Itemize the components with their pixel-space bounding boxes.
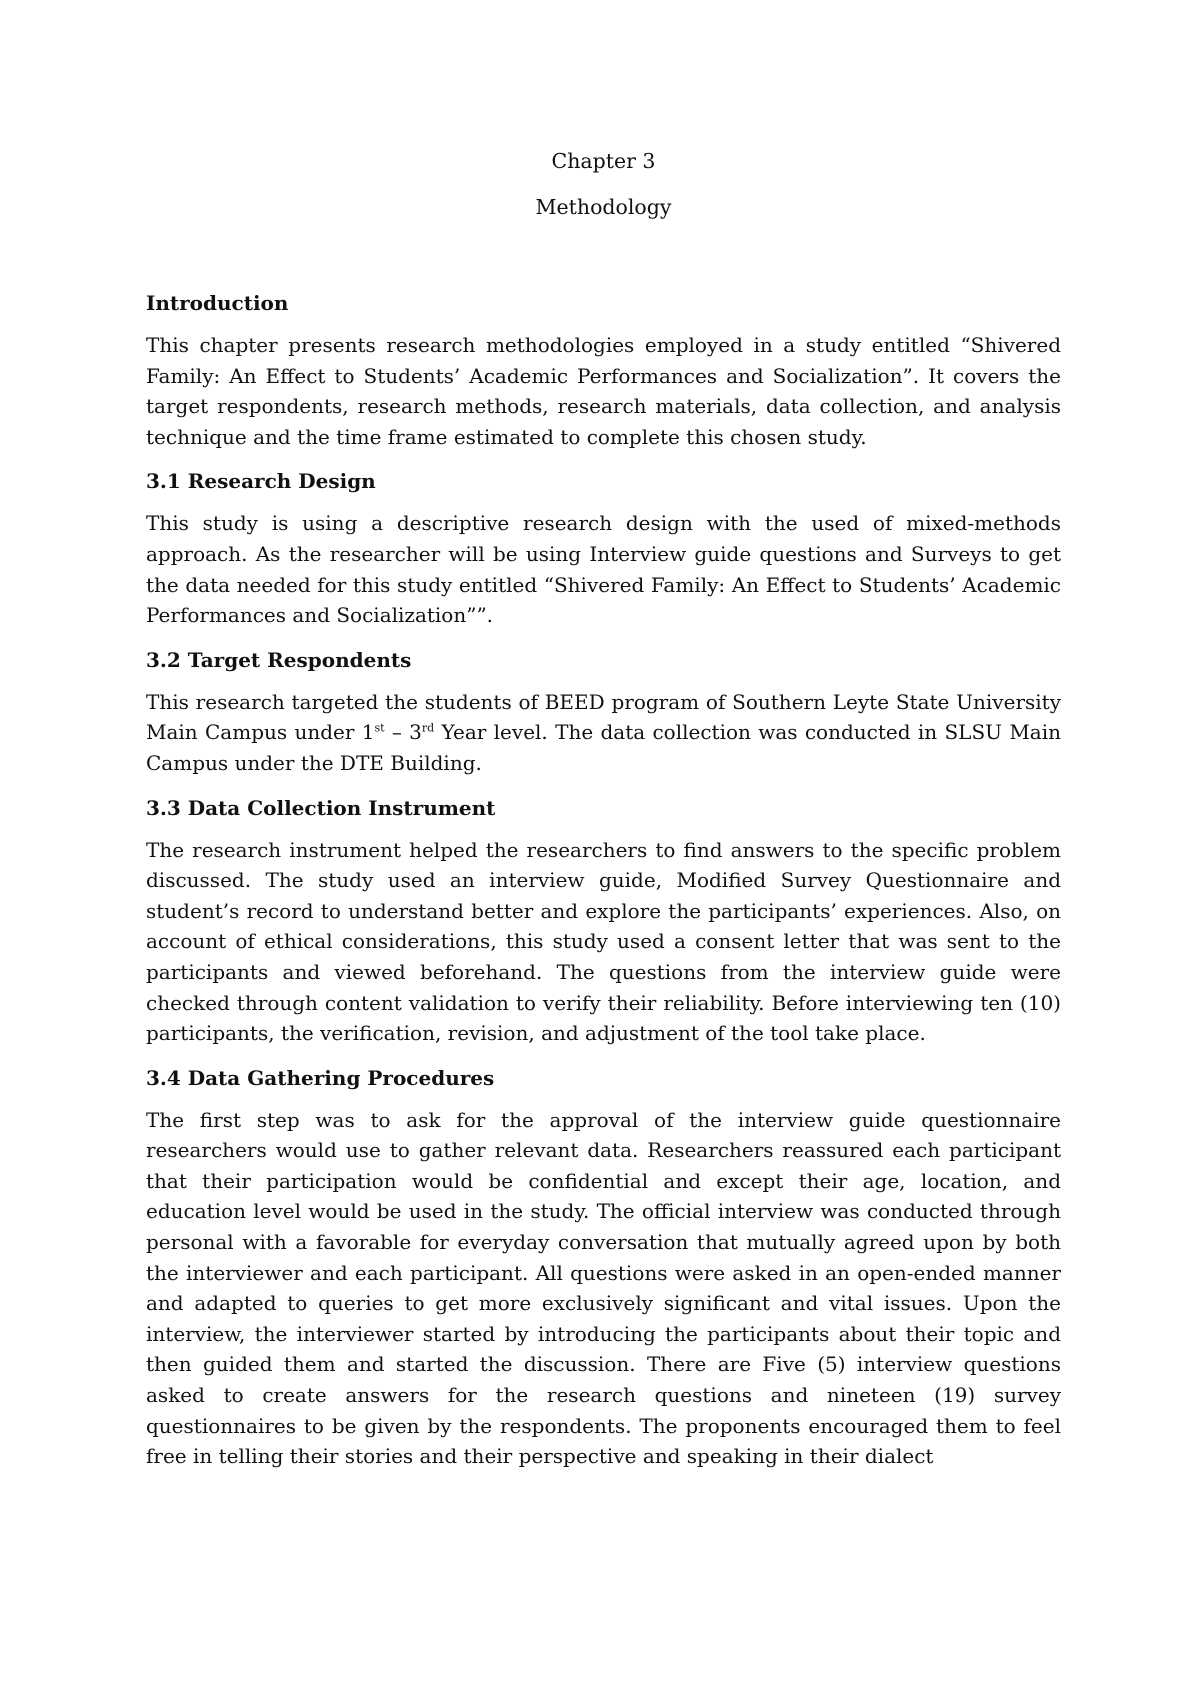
- year-range-dash: – 3: [384, 720, 422, 745]
- superscript-rd: rd: [421, 721, 435, 735]
- data-collection-instrument-paragraph: The research instrument helped the researchers to find answers to the specific problem discussed. The study used an interview guide, Modified Survey Questionnaire and student’s record to understand better and explore the participants’ experiences. Also, on account of ethical considerations, this study used a consent letter that was sent to the participants and viewed beforehand. The questions from the interview guide were checked through content validation to verify their reliability. Before interviewing ten (10) participants, the verification, revision, and adjustment of the tool take place.: [146, 837, 1061, 1046]
- research-design-paragraph: This study is using a descriptive research design with the used of mixed-methods approach. As the researcher will be using Interview guide questions and Surveys to get the data needed for this study entitled “Shivered Family: An Effect to Students’ Academic Performances and Socialization””.: [146, 511, 1061, 628]
- section-data-gathering-procedures: [146, 1063, 1061, 1472]
- chapter-title: Methodology: [535, 195, 672, 219]
- target-respondents-text-start: This research targeted the students of BEED program of Southern Leyte State University Main Campus under 1: [146, 689, 1061, 745]
- section-research-design: [146, 466, 1061, 630]
- introduction-paragraph: This chapter presents research methodologies employed in a study entitled “Shivered Family: An Effect to Students’ Academic Performances and Socialization”. It covers the target respondents, research methods, research materials, data collection, and analysis technique and the time frame estimated to complete this chosen study.: [146, 333, 1061, 449]
- document-page: [146, 0, 1061, 1696]
- section-heading-research-design: 3.1 Research Design: [146, 469, 376, 494]
- section-heading-introduction: Introduction: [146, 291, 289, 315]
- section-heading-target-respondents: 3.2 Target Respondents: [146, 647, 412, 672]
- section-heading-data-gathering-procedures: 3.4 Data Gathering Procedures: [146, 1065, 495, 1090]
- data-gathering-procedures-paragraph: The first step was to ask for the approval of the interview guide questionnaire researchers would use to gather relevant data. Researchers reassured each participant that their participation would be confidential and except their age, location, and education level would be used in the study. The official interview was conducted through personal with a favorable for everyday conversation that mutually agreed upon by both the interviewer and each participant. All questions were asked in an open-ended manner and adapted to queries to get more exclusively significant and vital issues. Upon the interview, the interviewer started by introducing the participants about their topic and then guided them and started the discussion. There are Five (5) interview questions asked to create answers for the research questions and nineteen (19) survey questionnaires to be given by the respondents. The proponents encouraged them to feel free in telling their stories and their perspective and speaking in their dialect: [146, 1107, 1061, 1469]
- chapter-number: Chapter 3: [551, 149, 656, 173]
- superscript-st: st: [374, 721, 385, 735]
- section-heading-data-collection-instrument: 3.3 Data Collection Instrument: [146, 795, 496, 820]
- target-respondents-text-end: Year level. The data collection was conducted in SLSU Main Campus under the DTE Building.: [146, 720, 1061, 775]
- section-target-respondents: [146, 645, 1061, 779]
- section-data-collection-instrument: [146, 793, 1061, 1049]
- target-respondents-paragraph: [146, 687, 1061, 779]
- section-introduction: [146, 288, 1061, 452]
- document-body: [146, 288, 1061, 1486]
